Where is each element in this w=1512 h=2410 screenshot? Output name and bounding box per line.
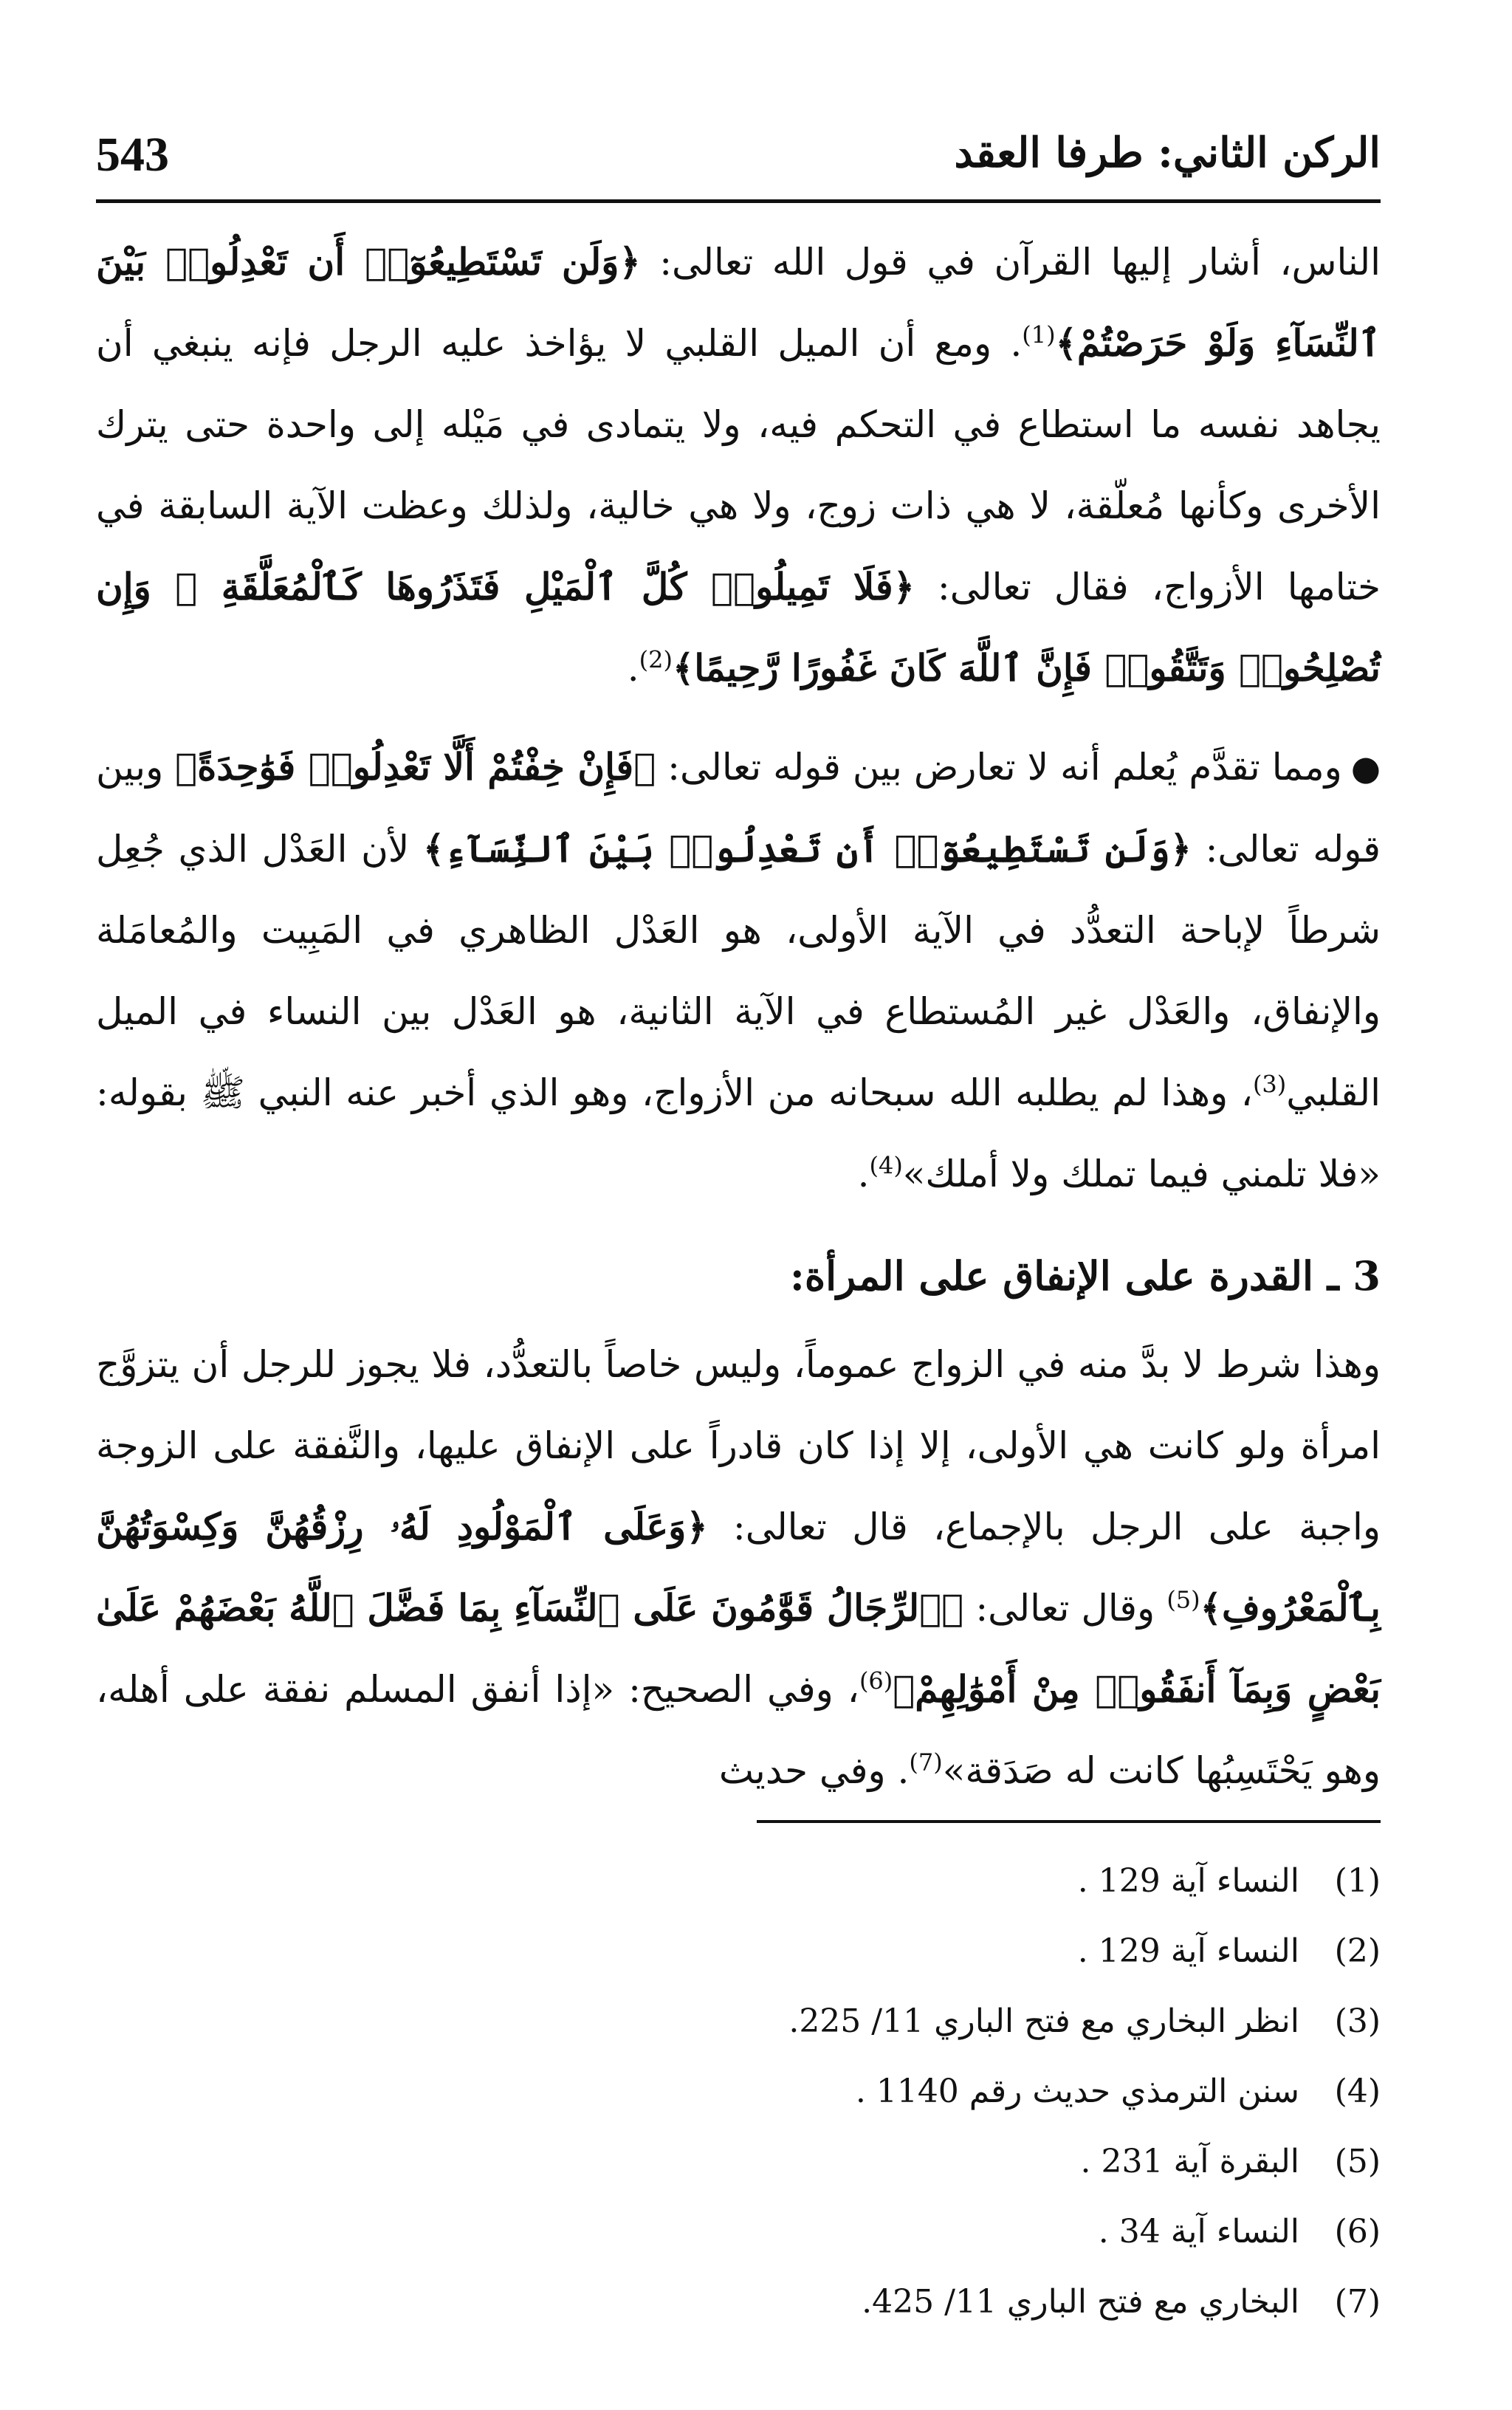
footnote-text: البقرة آية 231 . [1080,2143,1299,2180]
footnote-text: البخاري مع فتح الباري 11/ 425. [862,2283,1299,2321]
footnote-item [96,2267,1381,2337]
footnote-number: (2) [1334,1932,1381,1970]
paragraph-1 [96,222,1381,709]
main-text [96,222,1381,1811]
footnote-ref: (3) [1252,1070,1287,1099]
footnote-text: النساء آية 34 . [1098,2213,1299,2251]
footnote-text: انظر البخاري مع فتح الباري 11/ 225. [788,2002,1299,2040]
text-run: . ومع أن الميل القلبي لا يؤاخذ عليه الرجل فإنه ينبغي أن يجاهد نفسه ما استطاع في التحكم فيه، ولا يتمادى في مَيْله إلى واحدة حتى يترك الأخرى وكأنها مُعلّقة، لا هي ذات زوج، ولا هي خالية، ولذلك وعظت الآية السابقة في ختامها الأزواج، فقال تعالى: [96,322,1381,608]
footnote-divider [757,1820,1381,1823]
footnotes-list [96,1846,1381,2337]
section-heading: 3 ـ القدرة على الإنفاق على المرأة: [789,1252,1381,1300]
footnote-number: (1) [1334,1862,1381,1900]
text-run: . [857,1153,870,1195]
footnote-ref: (6) [859,1666,893,1695]
footnote-number: (6) [1334,2213,1381,2251]
running-title: الركن الثاني: طرفا العقد [954,128,1381,177]
footnote-ref: (2) [639,645,673,674]
footnote-item [96,1846,1381,1916]
text-run: ، وفي الصحيح: «إذا أنفق المسلم نفقة على أهله، وهو يَحْتَسِبُها كانت له صَدَقة» [96,1668,1381,1792]
quran-verse: ﴿وَلَن تَسْتَطِيعُوٓا۟ أَن تَعْدِلُوا۟ بَيْنَ ٱلنِّسَآءِ﴾ [422,827,1192,871]
footnote-number: (7) [1334,2283,1381,2321]
bullet-icon: ● [1350,748,1381,788]
footnote-item [96,2126,1381,2197]
quran-verse: ﴿وَلَن تَسْتَطِيعُوٓا۟ أَن تَعْدِلُوا۟ بَيْنَ ٱلنِّسَآءِ وَلَوْ حَرَصْتُمْ﴾ [96,240,1381,365]
text-run: وقال تعالى: [963,1587,1167,1630]
footnote-item [96,1916,1381,1986]
footnote-ref: (4) [869,1151,903,1180]
text-run: وهذا شرط لا بدَّ منه في الزواج عموماً، وليس خاصاً بالتعدُّد، فلا يجوز للرجل أن يتزوَّج امرأة ولو كانت هي الأولى، إلا إذا كان قادراً على الإنفاق عليها، والنَّفقة على الزوجة واجبة على الرجل بالإجماع، قال تعالى: [96,1343,1381,1548]
page-number: 543 [96,128,169,182]
footnote-text: سنن الترمذي حديث رقم 1140 . [855,2073,1299,2110]
quran-verse: ﴿فَلَا تَمِيلُوا۟ كُلَّ ٱلْمَيْلِ فَتَذَرُوهَا كَٱلْمُعَلَّقَةِ ۚ وَإِن تُصْلِحُوا۟ وَتَتَّقُوا۟ فَإِنَّ ٱللَّهَ كَانَ غَفُورًا رَّحِيمًا﴾ [96,565,1381,690]
text-run: ومما تقدَّم يُعلم أنه لا تعارض بين قوله تعالى: [656,746,1342,789]
paragraph-3 [96,1324,1381,1811]
footnote-number: (3) [1334,2002,1381,2040]
quran-verse: ﴿وَعَلَى ٱلْمَوْلُودِ لَهُۥ رِزْقُهُنَّ وَكِسْوَتُهُنَّ بِٱلْمَعْرُوفِ﴾ [96,1505,1381,1630]
quran-verse: ﴿فَإِنْ خِفْتُمْ أَلَّا تَعْدِلُوا۟ فَوَٰحِدَةً﴾ [175,745,656,789]
footnote-item [96,2197,1381,2267]
text-run: . وفي حديث [718,1749,910,1792]
footnote-ref: (1) [1022,320,1056,349]
footnote-number: (4) [1334,2073,1381,2110]
footnote-ref: (5) [1166,1585,1200,1614]
footnote-text: النساء آية 129 . [1077,1862,1299,1900]
paragraph-2 [96,727,1381,1215]
footnote-ref: (7) [909,1748,943,1776]
text-run: . [627,647,639,690]
footnote-item [96,1986,1381,2056]
page-header [96,111,1381,203]
text-run: وبين قوله تعالى: [96,746,1381,871]
quran-verse: ﴿ٱلرِّجَالُ قَوَّٰمُونَ عَلَى ٱلنِّسَآءِ بِمَا فَضَّلَ ٱللَّهُ بَعْضَهُمْ عَلَىٰ بَعْضٍ وَبِمَآ أَنفَقُوا۟ مِنْ أَمْوَٰلِهِمْ﴾ [96,1586,1381,1711]
footnote-item [96,2056,1381,2126]
footnote-text: النساء آية 129 . [1077,1932,1299,1970]
text-run: ، وهذا لم يطلبه الله سبحانه من الأزواج، وهو الذي أخبر عنه النبي ﷺ بقوله: «فلا تلمني فيما تملك ولا أملك» [96,1071,1381,1195]
text-run: الناس، أشار إليها القرآن في قول الله تعالى: [640,241,1381,284]
footnote-number: (5) [1334,2143,1381,2180]
text-run: لأن العَدْل الذي جُعِل شرطاً لإباحة التعدُّد في الآية الأولى، هو العَدْل الظاهري في المَبِيت والمُعامَلة والإنفاق، والعَدْل غير المُستطاع في الآية الثانية، هو العَدْل بين النساء في الميل القلبي [96,828,1381,1114]
